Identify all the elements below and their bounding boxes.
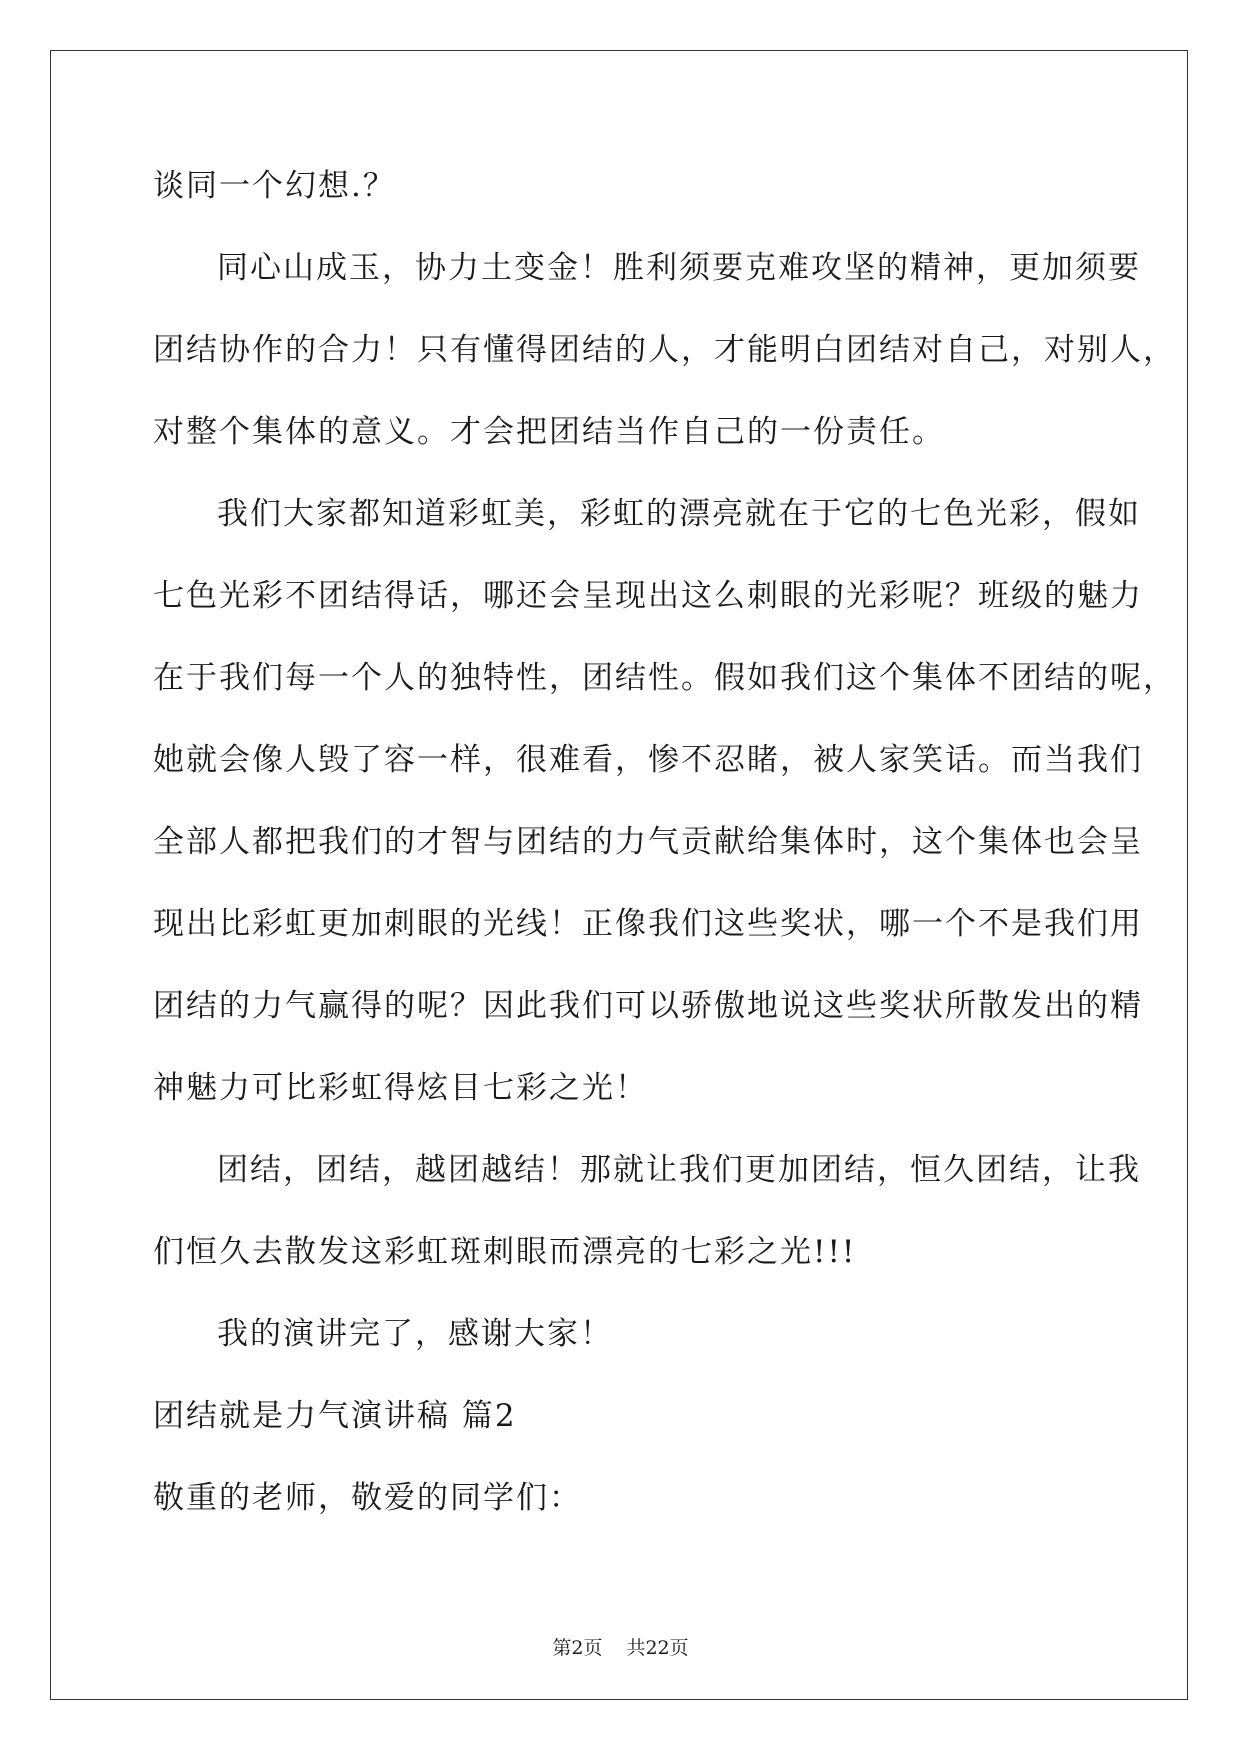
text-line: 七色光彩不团结得话，哪还会呈现出这么刺眼的光彩呢？班级的魅力 (153, 578, 1143, 614)
text-line: 团结，团结，越团越结！那就让我们更加团结，恒久团结，让我 (217, 1152, 1141, 1188)
text-line: 她就会像人毁了容一样，很难看，惨不忍睹，被人家笑话。而当我们 (153, 742, 1143, 778)
page-total: 共22页 (626, 1637, 689, 1659)
section-heading: 团结就是力气演讲稿 篇2 (153, 1398, 517, 1434)
text-line: 现出比彩虹更加刺眼的光线！正像我们这些奖状，哪一个不是我们用 (153, 906, 1143, 942)
page-footer (0, 1633, 1241, 1660)
text-line: 对整个集体的意义。才会把团结当作自己的一份责任。 (153, 414, 945, 450)
text-line: 我的演讲完了，感谢大家！ (217, 1316, 613, 1352)
text-line: 谈同一个幻想.？ (153, 168, 396, 204)
salutation-line: 敬重的老师，敬爱的同学们： (153, 1480, 582, 1516)
text-line: 在于我们每一个人的独特性，团结性。假如我们这个集体不团结的呢， (153, 660, 1176, 696)
text-line: 神魅力可比彩虹得炫目七彩之光！ (153, 1070, 648, 1106)
text-line: 我们大家都知道彩虹美，彩虹的漂亮就在于它的七色光彩，假如 (217, 496, 1141, 532)
document-body (153, 166, 1176, 1560)
text-line: 同心山成玉，协力土变金！胜利须要克难攻坚的精神，更加须要 (217, 250, 1141, 286)
text-line: 团结的力气赢得的呢？因此我们可以骄傲地说这些奖状所散发出的精 (153, 988, 1143, 1024)
text-line: 团结协作的合力！只有懂得团结的人，才能明白团结对自己，对别人， (153, 332, 1176, 368)
page-number: 第2页 (552, 1637, 603, 1659)
text-line: 全部人都把我们的才智与团结的力气贡献给集体时，这个集体也会呈 (153, 824, 1143, 860)
text-line: 们恒久去散发这彩虹斑刺眼而漂亮的七彩之光!!! (153, 1234, 857, 1270)
